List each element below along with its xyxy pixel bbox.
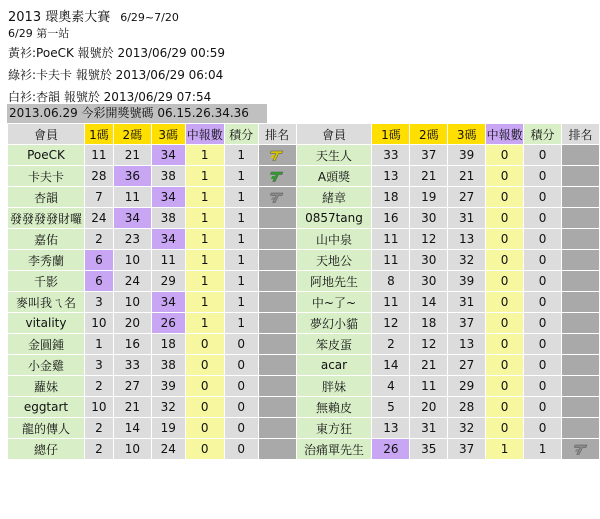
code-1: 2 bbox=[84, 439, 113, 460]
code-1: 24 bbox=[84, 208, 113, 229]
code-2: 21 bbox=[410, 355, 448, 376]
points: 1 bbox=[224, 271, 258, 292]
code-1: 10 bbox=[84, 313, 113, 334]
code-1: 14 bbox=[372, 355, 410, 376]
code-1: 2 bbox=[372, 334, 410, 355]
code-3: 13 bbox=[448, 229, 486, 250]
points: 1 bbox=[224, 229, 258, 250]
points: 0 bbox=[224, 418, 258, 439]
reported-count: 0 bbox=[486, 208, 524, 229]
header-rank: 排名 bbox=[258, 124, 296, 145]
member-name: 笨皮蛋 bbox=[296, 334, 372, 355]
reported-count: 1 bbox=[185, 229, 224, 250]
rank-cell bbox=[562, 187, 600, 208]
code-2: 27 bbox=[113, 376, 151, 397]
white-jersey-icon bbox=[574, 444, 588, 455]
yellow-jersey-icon bbox=[270, 150, 284, 161]
rank-cell bbox=[562, 292, 600, 313]
member-name: 0857tang bbox=[296, 208, 372, 229]
rank-cell bbox=[258, 376, 296, 397]
code-3: 34 bbox=[151, 187, 185, 208]
rank-cell bbox=[258, 397, 296, 418]
header-reported: 中報數 bbox=[486, 124, 524, 145]
reported-count: 1 bbox=[185, 250, 224, 271]
points: 0 bbox=[224, 439, 258, 460]
green-jersey-icon bbox=[270, 171, 284, 182]
rank-cell bbox=[258, 208, 296, 229]
reported-count: 0 bbox=[486, 313, 524, 334]
member-name: 天地公 bbox=[296, 250, 372, 271]
member-name: 山中泉 bbox=[296, 229, 372, 250]
points: 0 bbox=[524, 397, 562, 418]
white-jersey-report: 白衫:杏韻 報號於 2013/06/29 07:54 bbox=[8, 90, 212, 104]
member-name: 治痛單先生 bbox=[296, 439, 372, 460]
code-1: 2 bbox=[84, 418, 113, 439]
member-name: 東方狂 bbox=[296, 418, 372, 439]
rank-cell bbox=[258, 292, 296, 313]
reported-count: 0 bbox=[185, 397, 224, 418]
member-name: 杏韻 bbox=[8, 187, 85, 208]
points: 1 bbox=[224, 292, 258, 313]
points: 0 bbox=[524, 166, 562, 187]
reported-count: 1 bbox=[185, 208, 224, 229]
code-2: 12 bbox=[410, 229, 448, 250]
reported-count: 1 bbox=[185, 313, 224, 334]
code-2: 35 bbox=[410, 439, 448, 460]
code-2: 11 bbox=[410, 376, 448, 397]
rank-cell bbox=[258, 145, 296, 166]
code-1: 2 bbox=[84, 376, 113, 397]
code-2: 30 bbox=[410, 208, 448, 229]
member-name: 麥叫我ㄟ名 bbox=[8, 292, 85, 313]
rank-cell bbox=[562, 376, 600, 397]
header-member: 會員 bbox=[8, 124, 85, 145]
green-jersey-report: 綠衫:卡夫卡 報號於 2013/06/29 06:04 bbox=[8, 68, 224, 82]
member-name: 發發發發財囉 bbox=[8, 208, 85, 229]
code-2: 12 bbox=[410, 334, 448, 355]
member-name: 中~了~ bbox=[296, 292, 372, 313]
reported-count: 0 bbox=[486, 355, 524, 376]
code-1: 13 bbox=[372, 418, 410, 439]
code-3: 27 bbox=[448, 187, 486, 208]
rank-cell bbox=[562, 313, 600, 334]
rank-cell bbox=[258, 250, 296, 271]
member-name: 李秀蘭 bbox=[8, 250, 85, 271]
points: 0 bbox=[524, 187, 562, 208]
reported-count: 1 bbox=[486, 439, 524, 460]
reported-count: 1 bbox=[185, 166, 224, 187]
code-3: 29 bbox=[448, 376, 486, 397]
code-1: 3 bbox=[84, 355, 113, 376]
rank-cell bbox=[562, 418, 600, 439]
header-code2: 2碼 bbox=[410, 124, 448, 145]
member-name: eggtart bbox=[8, 397, 85, 418]
points: 0 bbox=[524, 313, 562, 334]
table-row bbox=[8, 187, 600, 208]
code-1: 13 bbox=[372, 166, 410, 187]
code-2: 33 bbox=[113, 355, 151, 376]
table-row bbox=[8, 271, 600, 292]
reported-count: 0 bbox=[486, 145, 524, 166]
reported-count: 0 bbox=[486, 187, 524, 208]
code-2: 24 bbox=[113, 271, 151, 292]
table-row bbox=[8, 439, 600, 460]
member-name: 無賴皮 bbox=[296, 397, 372, 418]
rank-cell bbox=[562, 271, 600, 292]
code-2: 31 bbox=[410, 418, 448, 439]
reported-count: 0 bbox=[185, 334, 224, 355]
code-3: 38 bbox=[151, 166, 185, 187]
table-header-row bbox=[8, 124, 600, 145]
code-3: 24 bbox=[151, 439, 185, 460]
points: 1 bbox=[224, 145, 258, 166]
table-row bbox=[8, 229, 600, 250]
reported-count: 0 bbox=[486, 271, 524, 292]
code-2: 30 bbox=[410, 250, 448, 271]
reported-count: 1 bbox=[185, 292, 224, 313]
table-row bbox=[8, 208, 600, 229]
points: 1 bbox=[224, 187, 258, 208]
member-name: 嘉佑 bbox=[8, 229, 85, 250]
reported-count: 1 bbox=[185, 145, 224, 166]
code-2: 14 bbox=[410, 292, 448, 313]
code-3: 38 bbox=[151, 208, 185, 229]
code-2: 10 bbox=[113, 250, 151, 271]
code-3: 28 bbox=[448, 397, 486, 418]
reported-count: 0 bbox=[486, 250, 524, 271]
points: 1 bbox=[224, 166, 258, 187]
rank-cell bbox=[258, 418, 296, 439]
code-3: 32 bbox=[448, 418, 486, 439]
header-points: 積分 bbox=[524, 124, 562, 145]
rank-cell bbox=[562, 145, 600, 166]
code-3: 38 bbox=[151, 355, 185, 376]
white-jersey-icon bbox=[270, 192, 284, 203]
rank-cell bbox=[258, 439, 296, 460]
code-3: 26 bbox=[151, 313, 185, 334]
member-name: 蘿妹 bbox=[8, 376, 85, 397]
stage-title: 6/29 第一站 bbox=[8, 27, 70, 40]
draw-numbers: 2013.06.29 今彩開獎號碼 06.15.26.34.36 bbox=[7, 104, 267, 123]
code-1: 11 bbox=[372, 250, 410, 271]
table-row bbox=[8, 355, 600, 376]
reported-count: 1 bbox=[185, 271, 224, 292]
code-3: 31 bbox=[448, 208, 486, 229]
header-code2: 2碼 bbox=[113, 124, 151, 145]
code-3: 39 bbox=[151, 376, 185, 397]
code-1: 8 bbox=[372, 271, 410, 292]
code-2: 18 bbox=[410, 313, 448, 334]
code-3: 39 bbox=[448, 145, 486, 166]
reported-count: 0 bbox=[185, 376, 224, 397]
rank-cell bbox=[562, 208, 600, 229]
rank-cell bbox=[258, 355, 296, 376]
table-row bbox=[8, 313, 600, 334]
code-3: 39 bbox=[448, 271, 486, 292]
points: 0 bbox=[524, 418, 562, 439]
member-name: 小金雞 bbox=[8, 355, 85, 376]
rank-cell bbox=[562, 334, 600, 355]
rank-cell bbox=[258, 187, 296, 208]
member-name: 總仔 bbox=[8, 439, 85, 460]
code-2: 21 bbox=[410, 166, 448, 187]
code-1: 1 bbox=[84, 334, 113, 355]
code-2: 21 bbox=[113, 397, 151, 418]
rank-cell bbox=[562, 439, 600, 460]
reported-count: 0 bbox=[486, 166, 524, 187]
table-row bbox=[8, 334, 600, 355]
points: 1 bbox=[224, 208, 258, 229]
header-code1: 1碼 bbox=[84, 124, 113, 145]
code-1: 26 bbox=[372, 439, 410, 460]
member-name: 卡夫卡 bbox=[8, 166, 85, 187]
header-code3: 3碼 bbox=[448, 124, 486, 145]
code-1: 10 bbox=[84, 397, 113, 418]
table-row bbox=[8, 418, 600, 439]
member-name: 金圓鍾 bbox=[8, 334, 85, 355]
points: 0 bbox=[524, 145, 562, 166]
points: 0 bbox=[524, 229, 562, 250]
table-row bbox=[8, 250, 600, 271]
yellow-jersey-report: 黃衫:PoeCK 報號於 2013/06/29 00:59 bbox=[8, 46, 226, 60]
code-1: 33 bbox=[372, 145, 410, 166]
code-2: 20 bbox=[410, 397, 448, 418]
member-name: PoeCK bbox=[8, 145, 85, 166]
code-2: 11 bbox=[113, 187, 151, 208]
code-2: 36 bbox=[113, 166, 151, 187]
code-1: 7 bbox=[84, 187, 113, 208]
code-1: 12 bbox=[372, 313, 410, 334]
code-3: 29 bbox=[151, 271, 185, 292]
code-1: 16 bbox=[372, 208, 410, 229]
reported-count: 0 bbox=[486, 229, 524, 250]
header-code1: 1碼 bbox=[372, 124, 410, 145]
code-3: 37 bbox=[448, 313, 486, 334]
member-name: 緒章 bbox=[296, 187, 372, 208]
code-3: 34 bbox=[151, 292, 185, 313]
code-1: 11 bbox=[84, 145, 113, 166]
code-2: 20 bbox=[113, 313, 151, 334]
reported-count: 0 bbox=[486, 334, 524, 355]
reported-count: 0 bbox=[486, 418, 524, 439]
points: 0 bbox=[224, 376, 258, 397]
code-1: 11 bbox=[372, 292, 410, 313]
event-dates: 6/29~7/20 bbox=[120, 11, 179, 24]
code-3: 31 bbox=[448, 292, 486, 313]
reported-count: 0 bbox=[185, 439, 224, 460]
member-name: 胖妹 bbox=[296, 376, 372, 397]
table-row bbox=[8, 292, 600, 313]
code-3: 19 bbox=[151, 418, 185, 439]
code-3: 18 bbox=[151, 334, 185, 355]
code-1: 5 bbox=[372, 397, 410, 418]
rank-cell bbox=[258, 271, 296, 292]
rank-cell bbox=[258, 313, 296, 334]
code-3: 21 bbox=[448, 166, 486, 187]
code-1: 28 bbox=[84, 166, 113, 187]
code-1: 3 bbox=[84, 292, 113, 313]
reported-count: 1 bbox=[185, 187, 224, 208]
points: 0 bbox=[524, 334, 562, 355]
reported-count: 0 bbox=[185, 355, 224, 376]
rank-cell bbox=[258, 229, 296, 250]
rank-cell bbox=[562, 166, 600, 187]
code-1: 18 bbox=[372, 187, 410, 208]
points: 0 bbox=[524, 355, 562, 376]
member-name: 天生人 bbox=[296, 145, 372, 166]
rank-cell bbox=[562, 250, 600, 271]
results-table bbox=[7, 123, 600, 460]
code-3: 32 bbox=[151, 397, 185, 418]
code-2: 16 bbox=[113, 334, 151, 355]
code-1: 4 bbox=[372, 376, 410, 397]
member-name: vitality bbox=[8, 313, 85, 334]
code-3: 27 bbox=[448, 355, 486, 376]
points: 1 bbox=[224, 313, 258, 334]
code-1: 6 bbox=[84, 271, 113, 292]
code-2: 10 bbox=[113, 439, 151, 460]
points: 0 bbox=[524, 271, 562, 292]
reported-count: 0 bbox=[185, 418, 224, 439]
code-3: 34 bbox=[151, 145, 185, 166]
rank-cell bbox=[562, 229, 600, 250]
member-name: A頭獎 bbox=[296, 166, 372, 187]
table-row bbox=[8, 166, 600, 187]
member-name: 阿地先生 bbox=[296, 271, 372, 292]
code-1: 11 bbox=[372, 229, 410, 250]
code-3: 37 bbox=[448, 439, 486, 460]
header-rank: 排名 bbox=[562, 124, 600, 145]
header-reported: 中報數 bbox=[185, 124, 224, 145]
reported-count: 0 bbox=[486, 376, 524, 397]
code-1: 6 bbox=[84, 250, 113, 271]
rank-cell bbox=[562, 397, 600, 418]
points: 0 bbox=[524, 250, 562, 271]
code-2: 19 bbox=[410, 187, 448, 208]
header-points: 積分 bbox=[224, 124, 258, 145]
rank-cell bbox=[562, 355, 600, 376]
header-member: 會員 bbox=[296, 124, 372, 145]
code-1: 2 bbox=[84, 229, 113, 250]
event-name: 2013 環奧素大賽 bbox=[8, 10, 111, 25]
code-3: 34 bbox=[151, 229, 185, 250]
table-row bbox=[8, 397, 600, 418]
points: 0 bbox=[224, 397, 258, 418]
points: 1 bbox=[224, 250, 258, 271]
member-name: acar bbox=[296, 355, 372, 376]
points: 1 bbox=[524, 439, 562, 460]
header-code3: 3碼 bbox=[151, 124, 185, 145]
reported-count: 0 bbox=[486, 292, 524, 313]
member-name: 千影 bbox=[8, 271, 85, 292]
reported-count: 0 bbox=[486, 397, 524, 418]
points: 0 bbox=[224, 355, 258, 376]
code-2: 23 bbox=[113, 229, 151, 250]
member-name: 夢幻小貓 bbox=[296, 313, 372, 334]
code-3: 13 bbox=[448, 334, 486, 355]
code-3: 32 bbox=[448, 250, 486, 271]
points: 0 bbox=[524, 208, 562, 229]
points: 0 bbox=[524, 376, 562, 397]
event-title bbox=[8, 6, 179, 25]
rank-cell bbox=[258, 166, 296, 187]
table-row bbox=[8, 145, 600, 166]
code-3: 11 bbox=[151, 250, 185, 271]
code-2: 14 bbox=[113, 418, 151, 439]
code-2: 10 bbox=[113, 292, 151, 313]
points: 0 bbox=[524, 292, 562, 313]
table-row bbox=[8, 376, 600, 397]
code-2: 34 bbox=[113, 208, 151, 229]
points: 0 bbox=[224, 334, 258, 355]
member-name: 龍的傳人 bbox=[8, 418, 85, 439]
code-2: 37 bbox=[410, 145, 448, 166]
code-2: 21 bbox=[113, 145, 151, 166]
code-2: 30 bbox=[410, 271, 448, 292]
rank-cell bbox=[258, 334, 296, 355]
